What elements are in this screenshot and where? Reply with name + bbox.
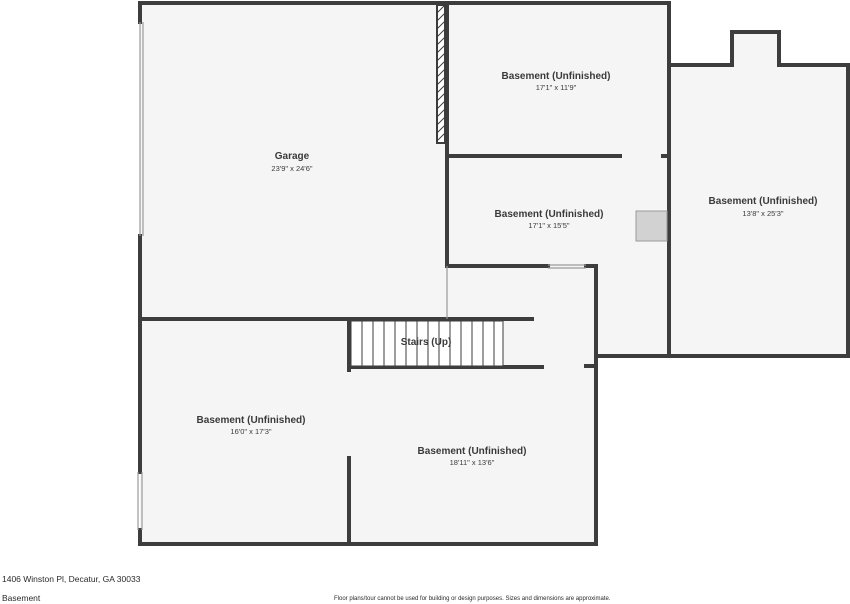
disclaimer: Floor plans/tour cannot be used for building or design purposes. Sizes and dimensions are approximate. <box>334 596 611 602</box>
basement-top-label: Basement (Unfinished) <box>501 71 611 82</box>
basement-middle-dims: 17'1" x 15'5" <box>528 221 570 230</box>
stairs-label: Stairs (Up) <box>400 337 452 348</box>
basement-bottom-left-dims: 16'0" x 17'3" <box>230 427 272 436</box>
basement-right-label: Basement (Unfinished) <box>708 196 818 207</box>
basement-bottom-left-label: Basement (Unfinished) <box>196 415 306 426</box>
garage-label: Garage <box>274 151 310 162</box>
basement-right-dims: 13'8" x 25'3" <box>742 209 784 218</box>
basement-middle-label: Basement (Unfinished) <box>494 209 604 220</box>
floor-level: Basement <box>2 593 41 603</box>
garage-dims: 23'9" x 24'6" <box>271 164 313 173</box>
basement-top-dims: 17'1" x 11'9" <box>535 83 577 92</box>
hatched-column <box>437 5 445 143</box>
basement-bottom-right-label: Basement (Unfinished) <box>417 446 527 457</box>
basement-right-floor <box>669 32 848 356</box>
property-address: 1406 Winston Pl, Decatur, GA 30033 <box>2 574 141 584</box>
utility-fixture <box>636 211 667 241</box>
basement-bottom-right-dims: 18'11" x 13'6" <box>449 458 495 467</box>
